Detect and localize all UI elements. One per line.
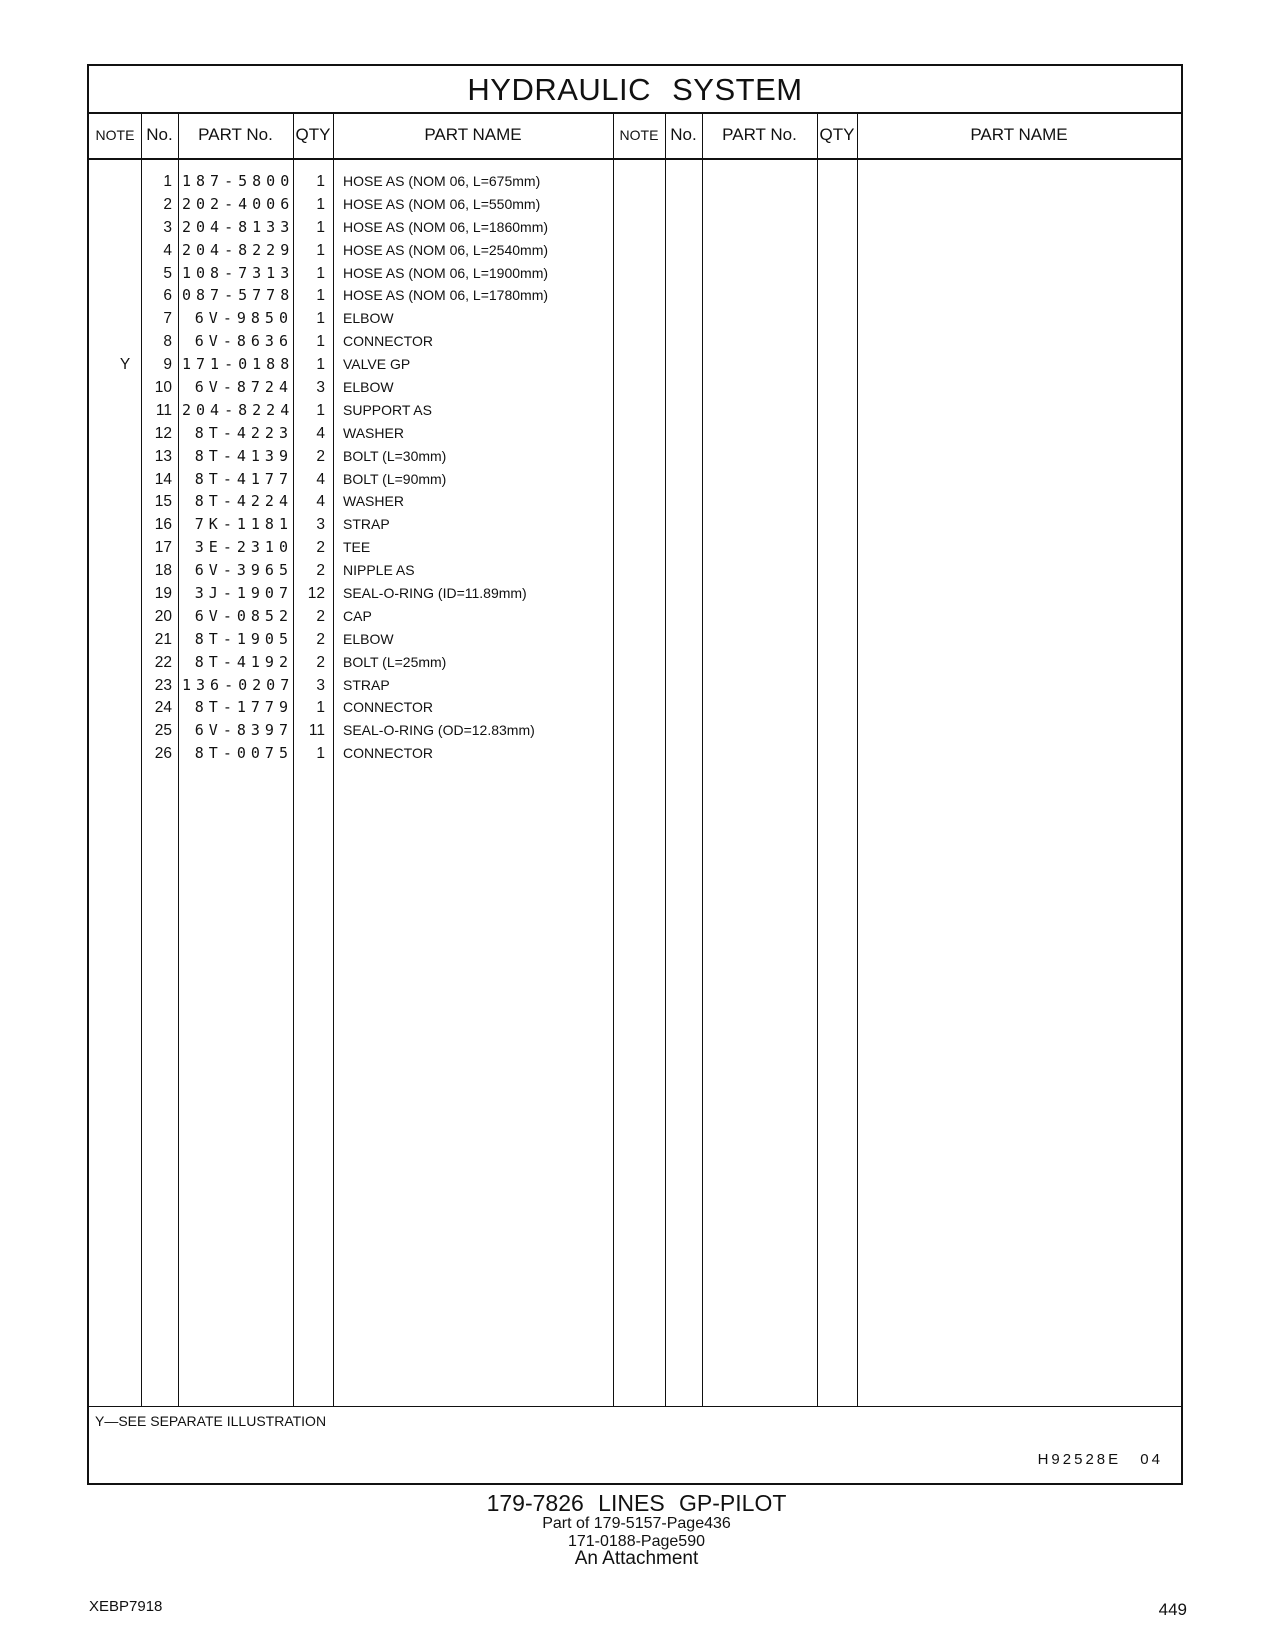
row-quantity: 3 — [316, 676, 325, 694]
table-bottom-divider — [89, 1406, 1181, 1407]
row-part-name: BOLT (L=25mm) — [343, 653, 447, 670]
row-part-name: HOSE AS (NOM 06, L=1860mm) — [343, 218, 549, 235]
table-row — [89, 399, 649, 422]
row-item-number: 15 — [154, 493, 172, 511]
row-part-name: HOSE AS (NOM 06, L=675mm) — [343, 173, 541, 189]
row-part-number: 8T-4223 — [194, 423, 293, 442]
table-row — [89, 170, 649, 193]
illustration-reference-code: H92528E 04 — [1037, 1451, 1163, 1468]
row-part-number: 8T-4192 — [194, 652, 293, 671]
row-part-number: 8T-4177 — [194, 469, 293, 488]
table-row — [89, 468, 649, 491]
table-row — [89, 742, 649, 765]
table-row — [89, 239, 649, 262]
table-row — [89, 490, 649, 513]
row-part-number: 8T-4139 — [194, 446, 293, 465]
page-title: HYDRAULIC SYSTEM — [89, 66, 1181, 114]
row-part-name: BOLT (L=30mm) — [343, 447, 447, 464]
row-part-name: CONNECTOR — [343, 745, 433, 762]
row-quantity: 3 — [316, 516, 325, 534]
header-qty-right: QTY — [819, 125, 855, 144]
row-part-number: 187-5800 — [182, 172, 295, 190]
row-part-name: SEAL-O-RING (ID=11.89mm) — [343, 585, 527, 602]
row-part-number: 108-7313 — [182, 263, 295, 282]
row-item-number: 10 — [154, 379, 172, 397]
row-item-number: 3 — [163, 218, 172, 236]
table-row — [89, 559, 649, 582]
row-quantity: 1 — [316, 745, 325, 763]
row-quantity: 2 — [316, 607, 325, 625]
row-quantity: 1 — [316, 195, 325, 213]
row-part-number: 6V-8636 — [194, 332, 293, 351]
header-divider — [817, 112, 818, 158]
row-quantity: 1 — [316, 173, 325, 190]
row-part-name: SUPPORT AS — [343, 401, 432, 418]
row-quantity: 4 — [316, 424, 325, 442]
table-row — [89, 193, 649, 216]
row-part-number: 136-0207 — [182, 675, 295, 694]
row-quantity: 1 — [316, 356, 325, 374]
row-quantity: 2 — [316, 562, 325, 580]
row-item-number: 23 — [154, 676, 172, 694]
table-row — [89, 216, 649, 239]
row-item-number: 4 — [163, 241, 172, 259]
row-part-name: ELBOW — [343, 379, 394, 396]
row-part-number: 202-4006 — [182, 194, 295, 213]
row-part-name: HOSE AS (NOM 06, L=550mm) — [343, 195, 541, 212]
parts-table-frame — [87, 64, 1183, 1485]
row-part-number: 204-8133 — [182, 217, 295, 236]
row-part-number: 3J-1907 — [194, 584, 293, 603]
table-row — [89, 651, 649, 674]
row-part-number: 6V-8724 — [194, 378, 293, 397]
header-part-no-right: PART No. — [722, 125, 797, 144]
table-row — [89, 605, 649, 628]
row-quantity: 1 — [316, 310, 325, 328]
row-part-name: VALVE GP — [343, 356, 411, 373]
header-divider — [665, 112, 666, 158]
header-divider — [702, 112, 703, 158]
document-id: XEBP7918 — [89, 1598, 163, 1615]
row-quantity: 3 — [316, 379, 325, 397]
row-part-name: ELBOW — [343, 310, 394, 327]
row-item-number: 26 — [154, 745, 172, 763]
column-header-row — [89, 112, 1181, 160]
row-part-name: TEE — [343, 539, 371, 556]
row-part-name: BOLT (L=90mm) — [343, 470, 447, 487]
header-part-no-left: PART No. — [198, 125, 273, 144]
row-part-name: STRAP — [343, 676, 390, 693]
row-part-name: STRAP — [343, 516, 390, 533]
row-quantity: 4 — [316, 493, 325, 511]
row-part-number: 171-0188 — [182, 355, 295, 374]
row-quantity: 2 — [316, 653, 325, 671]
row-quantity: 1 — [316, 218, 325, 236]
column-divider — [817, 160, 818, 1406]
row-part-number: 3E-2310 — [194, 538, 293, 557]
table-row — [89, 330, 649, 353]
table-row — [89, 376, 649, 399]
header-part-name-left: PART NAME — [424, 125, 522, 144]
header-divider — [613, 112, 614, 158]
row-part-name: NIPPLE AS — [343, 562, 415, 579]
table-row — [89, 422, 649, 445]
row-quantity: 11 — [308, 722, 325, 740]
row-part-name: WASHER — [343, 424, 404, 441]
table-row — [89, 262, 649, 285]
row-quantity: 2 — [316, 630, 325, 648]
row-part-name: WASHER — [343, 493, 404, 510]
row-part-name: HOSE AS (NOM 06, L=1900mm) — [343, 264, 549, 281]
row-item-number: 19 — [154, 585, 172, 603]
caption-page-reference: 171-0188-Page590 — [567, 1533, 705, 1550]
row-quantity: 1 — [316, 699, 325, 717]
row-part-number: 8T-1779 — [194, 698, 293, 717]
row-part-name: CONNECTOR — [343, 333, 433, 350]
table-row — [89, 674, 649, 697]
row-item-number: 18 — [154, 562, 172, 580]
header-divider — [178, 112, 179, 158]
page-number: 449 — [1158, 1600, 1187, 1619]
table-row — [89, 696, 649, 719]
header-qty-left: QTY — [295, 125, 331, 144]
row-quantity: 1 — [316, 401, 325, 419]
table-row — [89, 536, 649, 559]
row-quantity: 1 — [316, 264, 325, 282]
row-part-name: SEAL-O-RING (OD=12.83mm) — [343, 722, 535, 739]
row-item-number: 14 — [154, 470, 172, 488]
row-part-number: 8T-1905 — [194, 629, 293, 648]
header-divider — [293, 112, 294, 158]
table-row — [89, 284, 649, 307]
row-part-name: CAP — [343, 607, 372, 624]
row-part-name: HOSE AS (NOM 06, L=2540mm) — [343, 241, 549, 258]
row-quantity: 2 — [316, 447, 325, 465]
row-part-number: 7K-1181 — [194, 515, 293, 534]
row-item-number: 22 — [154, 653, 172, 671]
row-item-number: 2 — [163, 195, 172, 213]
row-part-name: ELBOW — [343, 630, 394, 647]
row-quantity: 2 — [316, 539, 325, 557]
header-no-right: No. — [670, 125, 697, 144]
table-row — [89, 582, 649, 605]
table-row — [89, 628, 649, 651]
row-item-number: 11 — [155, 401, 172, 419]
row-item-number: 1 — [163, 173, 172, 190]
row-item-number: 16 — [154, 516, 172, 534]
column-divider — [702, 160, 703, 1406]
column-divider — [665, 160, 666, 1406]
header-note-left: NOTE — [95, 127, 135, 143]
footnote: Y—SEE SEPARATE ILLUSTRATION — [95, 1413, 327, 1429]
header-divider — [857, 112, 858, 158]
row-item-number: 13 — [154, 447, 172, 465]
row-quantity: 1 — [316, 333, 325, 351]
row-part-number: 6V-9850 — [194, 309, 293, 328]
table-row — [89, 719, 649, 742]
header-part-name-right: PART NAME — [970, 125, 1068, 144]
row-part-number: 6V-3965 — [194, 561, 293, 580]
caption-attachment: An Attachment — [574, 1548, 699, 1569]
table-row — [89, 445, 649, 468]
row-part-number: 8T-4224 — [194, 492, 293, 511]
row-note: Y — [119, 356, 131, 374]
row-item-number: 7 — [163, 310, 172, 328]
table-row — [89, 307, 649, 330]
header-divider — [333, 112, 334, 158]
caption-part-of: Part of 179-5157-Page436 — [542, 1515, 731, 1532]
row-item-number: 12 — [154, 424, 172, 442]
group-caption: 179-7826 LINES GP-PILOT — [486, 1490, 787, 1516]
row-quantity: 1 — [316, 241, 325, 259]
header-note-right: NOTE — [619, 127, 659, 143]
row-item-number: 9 — [163, 356, 172, 374]
row-part-number: 6V-8397 — [194, 721, 293, 740]
row-item-number: 24 — [154, 699, 172, 717]
row-quantity: 12 — [307, 585, 325, 603]
row-part-name: HOSE AS (NOM 06, L=1780mm) — [343, 287, 549, 304]
row-item-number: 25 — [154, 722, 172, 740]
header-divider — [141, 112, 142, 158]
table-row — [89, 513, 649, 536]
row-item-number: 5 — [163, 264, 172, 282]
header-no-left: No. — [146, 125, 173, 144]
row-part-name: CONNECTOR — [343, 699, 433, 716]
table-row — [89, 353, 649, 376]
row-item-number: 6 — [163, 287, 172, 305]
row-part-number: 8T-0075 — [194, 744, 293, 763]
row-item-number: 20 — [154, 607, 172, 625]
row-part-number: 204-8224 — [182, 400, 295, 419]
row-item-number: 17 — [154, 539, 172, 557]
row-quantity: 4 — [316, 470, 325, 488]
row-item-number: 8 — [163, 333, 172, 351]
row-part-number: 087-5778 — [182, 286, 295, 305]
row-part-number: 6V-0852 — [194, 606, 293, 625]
row-part-number: 204-8229 — [182, 240, 295, 259]
row-quantity: 1 — [316, 287, 325, 305]
column-divider — [857, 160, 858, 1406]
row-item-number: 21 — [154, 630, 172, 648]
parts-list — [89, 170, 649, 765]
